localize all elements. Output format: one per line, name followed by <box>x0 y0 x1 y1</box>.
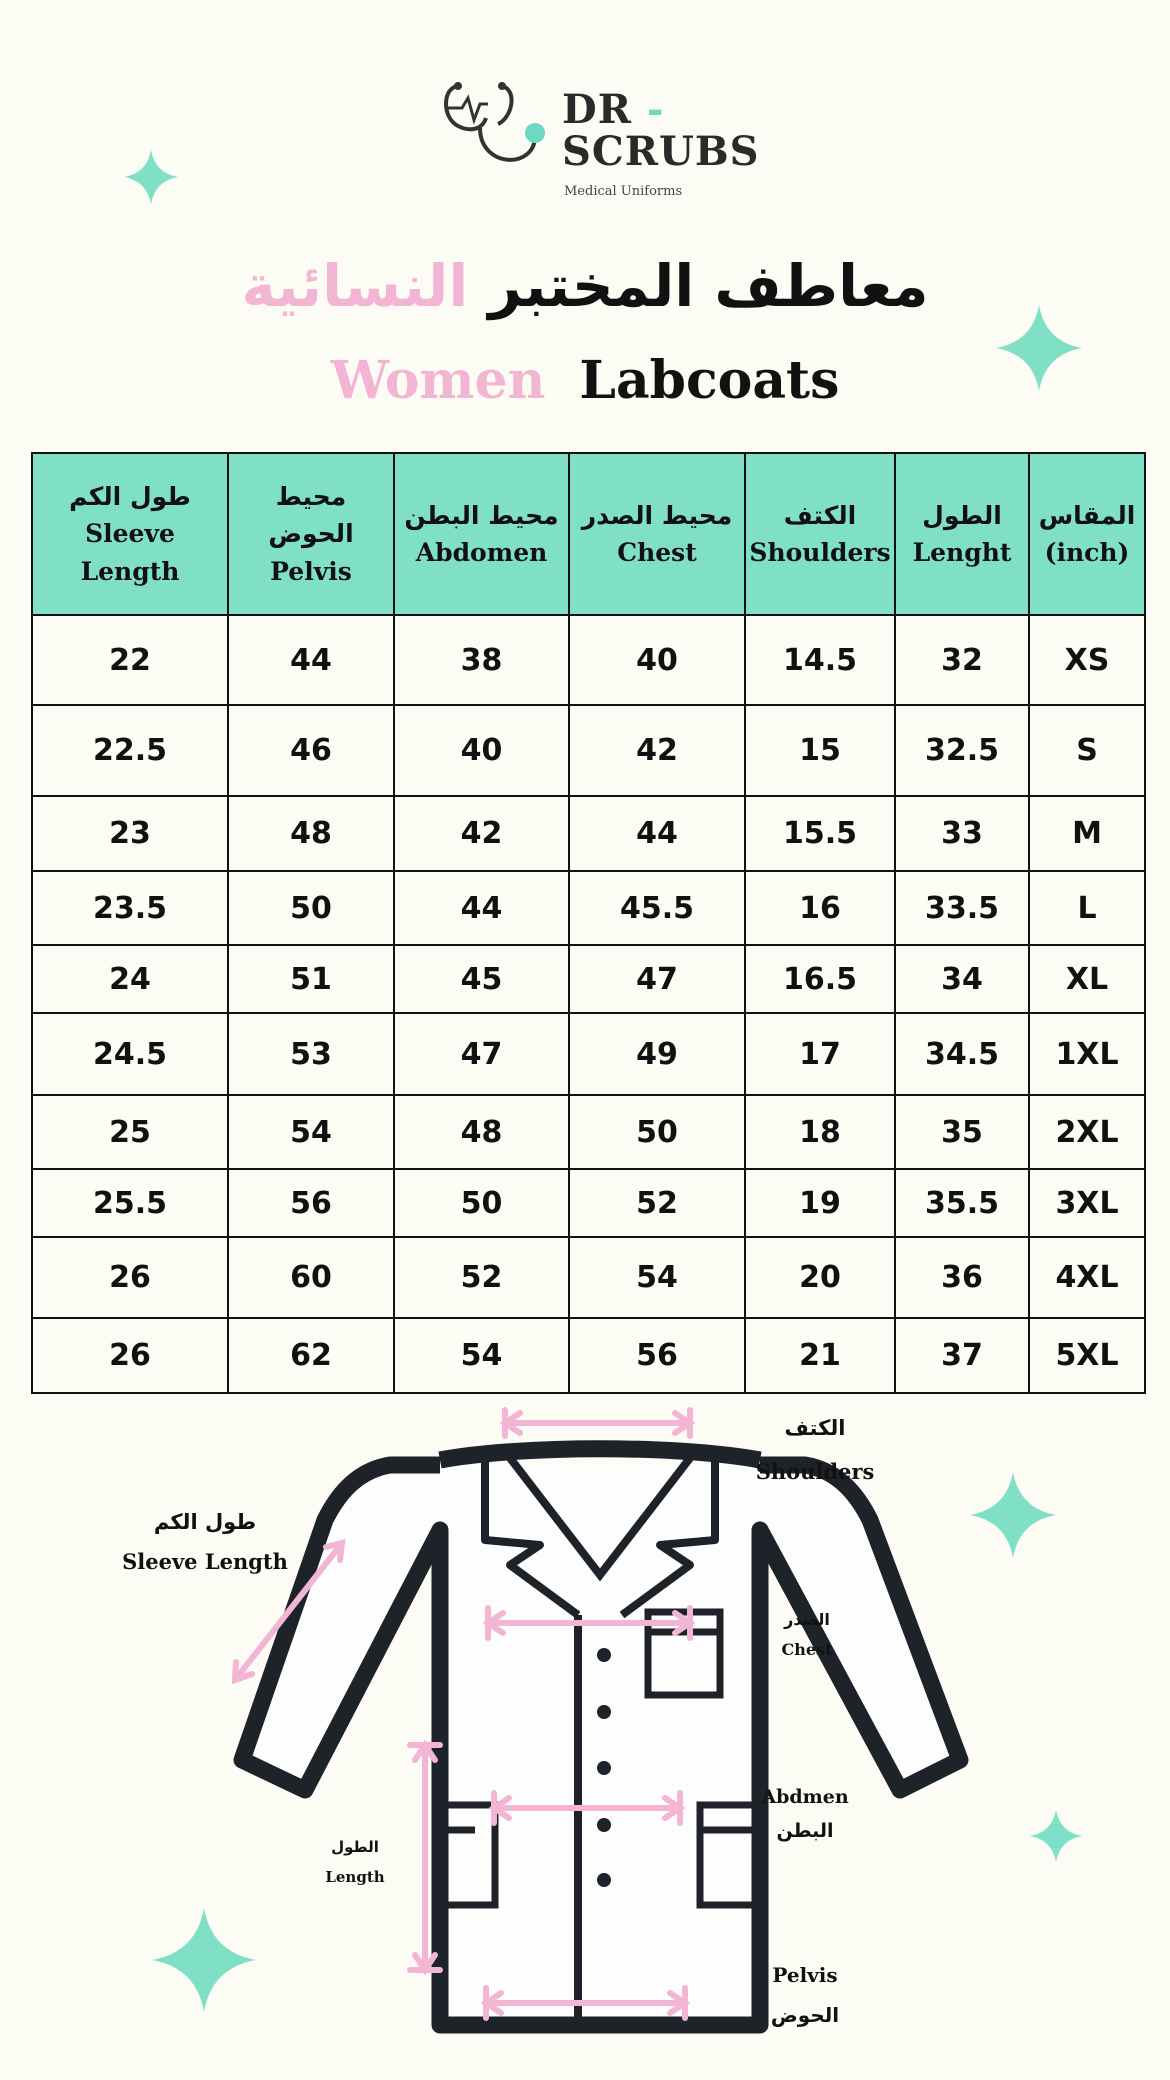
cell-size: 4XL <box>1029 1237 1145 1318</box>
cell-sleeve-length: 25 <box>32 1095 228 1169</box>
cell-pelvis: 56 <box>228 1169 394 1237</box>
cell-pelvis: 46 <box>228 705 394 796</box>
cell-length: 34 <box>895 945 1029 1013</box>
cell-pelvis: 44 <box>228 615 394 705</box>
cell-abdomen: 50 <box>394 1169 569 1237</box>
cell-size: 3XL <box>1029 1169 1145 1237</box>
sparkle-icon <box>970 1472 1056 1558</box>
cell-shoulders: 14.5 <box>745 615 895 705</box>
cell-chest: 56 <box>569 1318 745 1393</box>
cell-abdomen: 48 <box>394 1095 569 1169</box>
table-row <box>32 1013 1145 1095</box>
cell-chest: 47 <box>569 945 745 1013</box>
header-sleeve-length: طول الكم Sleeve Length <box>32 453 228 615</box>
cell-abdomen: 54 <box>394 1318 569 1393</box>
label-abdomen: Abdmen البطن <box>761 1786 849 1842</box>
brand-line2: SCRUBS <box>562 128 760 175</box>
table-row <box>32 945 1145 1013</box>
cell-shoulders: 16 <box>745 871 895 945</box>
cell-shoulders: 15 <box>745 705 895 796</box>
page-title-english <box>0 350 1170 411</box>
cell-abdomen: 47 <box>394 1013 569 1095</box>
table-row <box>32 1237 1145 1318</box>
title-english-main: Labcoats <box>579 350 840 411</box>
cell-sleeve-length: 26 <box>32 1237 228 1318</box>
cell-chest: 40 <box>569 615 745 705</box>
cell-pelvis: 48 <box>228 796 394 871</box>
labcoat-diagram <box>0 1400 1170 2080</box>
cell-sleeve-length: 22.5 <box>32 705 228 796</box>
cell-abdomen: 40 <box>394 705 569 796</box>
size-chart-table <box>31 452 1146 1394</box>
cell-size: S <box>1029 705 1145 796</box>
cell-abdomen: 45 <box>394 945 569 1013</box>
header-chest: محيط الصدر Chest <box>569 453 745 615</box>
table-row <box>32 1095 1145 1169</box>
cell-shoulders: 19 <box>745 1169 895 1237</box>
header-size: المقاس (inch) <box>1029 453 1145 615</box>
cell-sleeve-length: 24 <box>32 945 228 1013</box>
cell-length: 33 <box>895 796 1029 871</box>
cell-size: 5XL <box>1029 1318 1145 1393</box>
cell-sleeve-length: 23 <box>32 796 228 871</box>
cell-chest: 44 <box>569 796 745 871</box>
cell-length: 32 <box>895 615 1029 705</box>
label-length: الطول Length <box>325 1838 385 1886</box>
table-row <box>32 796 1145 871</box>
cell-chest: 49 <box>569 1013 745 1095</box>
cell-pelvis: 62 <box>228 1318 394 1393</box>
cell-pelvis: 51 <box>228 945 394 1013</box>
cell-length: 34.5 <box>895 1013 1029 1095</box>
cell-abdomen: 42 <box>394 796 569 871</box>
page-title-arabic <box>0 252 1170 320</box>
cell-chest: 50 <box>569 1095 745 1169</box>
header-shoulders: الكتف Shoulders <box>745 453 895 615</box>
cell-chest: 42 <box>569 705 745 796</box>
brand-tagline: Medical Uniforms <box>564 184 683 199</box>
header-abdomen: محيط البطن Abdomen <box>394 453 569 615</box>
cell-shoulders: 20 <box>745 1237 895 1318</box>
cell-chest: 54 <box>569 1237 745 1318</box>
cell-length: 36 <box>895 1237 1029 1318</box>
cell-sleeve-length: 26 <box>32 1318 228 1393</box>
sparkle-icon <box>1030 1810 1082 1862</box>
header-pelvis: محيط الحوض Pelvis <box>228 453 394 615</box>
label-shoulders: الكتف Shoulders <box>755 1416 875 1484</box>
cell-size: XL <box>1029 945 1145 1013</box>
cell-chest: 52 <box>569 1169 745 1237</box>
table-row <box>32 871 1145 945</box>
label-chest: الصدر Chest <box>781 1610 833 1659</box>
cell-size: 2XL <box>1029 1095 1145 1169</box>
brand-logo <box>440 78 760 208</box>
cell-sleeve-length: 22 <box>32 615 228 705</box>
cell-length: 37 <box>895 1318 1029 1393</box>
cell-shoulders: 18 <box>745 1095 895 1169</box>
cell-abdomen: 52 <box>394 1237 569 1318</box>
cell-sleeve-length: 23.5 <box>32 871 228 945</box>
label-sleeve-length: طول الكم Sleeve Length <box>122 1510 288 1574</box>
title-english-accent: Women <box>330 350 546 411</box>
cell-shoulders: 16.5 <box>745 945 895 1013</box>
cell-length: 35 <box>895 1095 1029 1169</box>
stethoscope-icon <box>440 78 555 178</box>
cell-size: L <box>1029 871 1145 945</box>
cell-sleeve-length: 24.5 <box>32 1013 228 1095</box>
cell-shoulders: 15.5 <box>745 796 895 871</box>
cell-shoulders: 21 <box>745 1318 895 1393</box>
table-row <box>32 615 1145 705</box>
cell-abdomen: 38 <box>394 615 569 705</box>
cell-sleeve-length: 25.5 <box>32 1169 228 1237</box>
sparkle-icon <box>124 150 178 204</box>
cell-size: 1XL <box>1029 1013 1145 1095</box>
cell-length: 32.5 <box>895 705 1029 796</box>
title-arabic-accent: النسائية <box>241 252 469 320</box>
cell-pelvis: 50 <box>228 871 394 945</box>
brand-line1: DR - <box>562 86 665 133</box>
cell-chest: 45.5 <box>569 871 745 945</box>
cell-length: 35.5 <box>895 1169 1029 1237</box>
title-arabic-main: معاطف المختبر <box>488 252 929 320</box>
cell-length: 33.5 <box>895 871 1029 945</box>
cell-size: M <box>1029 796 1145 871</box>
cell-pelvis: 53 <box>228 1013 394 1095</box>
cell-abdomen: 44 <box>394 871 569 945</box>
table-header-row <box>32 453 1145 615</box>
header-length: الطول Lenght <box>895 453 1029 615</box>
label-pelvis: Pelvis الحوض <box>770 1963 840 2027</box>
cell-shoulders: 17 <box>745 1013 895 1095</box>
cell-pelvis: 54 <box>228 1095 394 1169</box>
table-row <box>32 705 1145 796</box>
cell-size: XS <box>1029 615 1145 705</box>
cell-pelvis: 60 <box>228 1237 394 1318</box>
table-row <box>32 1169 1145 1237</box>
table-row <box>32 1318 1145 1393</box>
sparkle-icon <box>152 1908 256 2012</box>
